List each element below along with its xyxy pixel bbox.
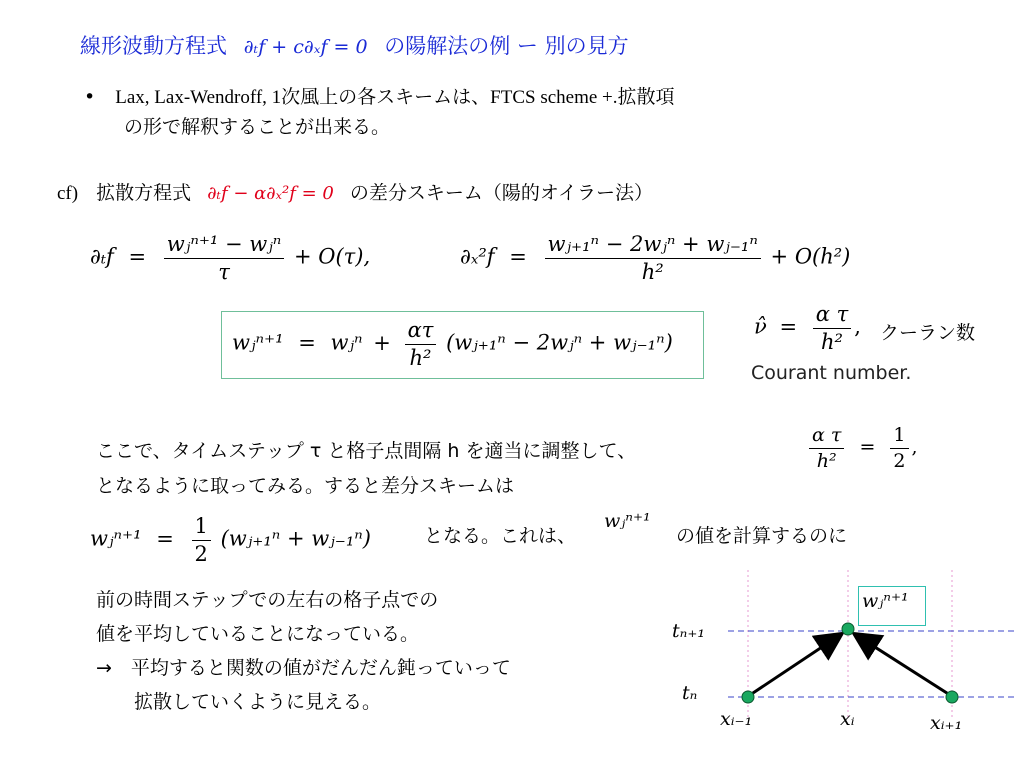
slide-title [80,30,629,60]
nu-numerator: α τ [813,302,851,329]
explanation-line: 値を平均していることになっている。 [96,623,420,645]
time-derivative-equation: ∂ₜf = $\frac{\text{wⱼⁿ⁺¹ − wⱼⁿ}}{\tau}$ + O(τ), [90,232,371,284]
nu-fraction [813,302,851,354]
eq1-numerator: wⱼⁿ⁺¹ − wⱼⁿ [164,232,285,259]
node-right [946,691,958,703]
node-left [742,691,754,703]
title-text: 線形波動方程式 [80,34,227,58]
cf-line [57,178,653,205]
boxed-numerator: ατ [405,318,437,345]
eq3-paren: (wⱼ₊₁ⁿ + wⱼ₋₁ⁿ) [220,526,371,551]
ratio-fraction [809,424,844,472]
eq3-w: wⱼⁿ⁺¹ [604,510,651,532]
ratio-comma: , [911,436,918,458]
explanation-line: 拡散していくように見える。 [96,691,382,713]
nu-symbol: ν̂ [754,314,767,339]
title-equation: ∂ₜf + c∂ₓf = 0 [243,36,368,58]
stencil-diagram [668,570,1018,760]
label-target-node: wⱼⁿ⁺¹ [862,590,909,612]
ratio-denominator: h² [816,450,837,472]
arrow-left [750,635,840,695]
half-numerator: 1 [890,424,908,449]
eq2-numerator: wⱼ₊₁ⁿ − 2wⱼⁿ + wⱼ₋₁ⁿ [545,232,761,259]
averaging-equation: wⱼⁿ⁺¹ = $\frac{1}{2}$ (wⱼ₊₁ⁿ + wⱼ₋₁ⁿ) [90,514,371,566]
bullet-jp2: 拡散項 [617,86,675,108]
label-t-upper: tₙ₊₁ [672,620,705,642]
eq2-rest: + O(h²) [770,244,851,269]
boxed-fraction [405,318,437,370]
ratio-condition: $\frac{\text{α τ}}{\text{h²}}$ = $\frac{1}{2}$ , [806,424,918,472]
eq1-rest: + O(τ), [294,244,371,269]
boxed-term1: wⱼⁿ [330,330,363,355]
boxed-paren: (wⱼ₊₁ⁿ − 2wⱼⁿ + wⱼ₋₁ⁿ) [446,330,673,355]
bullet-latin2: FTCS scheme +. [490,87,618,108]
paragraph-line1: ここで、タイムステップ τ と格子点間隔 h を適当に調整して、 [96,440,637,462]
bullet-jp: 次風上の各スキームは、 [281,86,491,108]
eq1-denominator: τ [218,260,230,284]
bullet-item [84,82,675,113]
eq1-fraction [164,232,285,284]
courant-jp-label: クーラン数 [880,322,976,344]
scheme-equation: wⱼⁿ⁺¹ = wⱼⁿ + $\frac{\alpha\tau}{\text{h²}}$ (wⱼ₊₁ⁿ − 2wⱼⁿ + wⱼ₋₁ⁿ) [232,318,673,370]
bullet-latin: Lax, Lax-Wendroff, 1 [115,87,282,108]
arrow-right [856,635,950,695]
cf-suffix: の差分スキーム（陽的オイラー法） [349,182,653,204]
bullet-line2: の形で解釈することが出来る。 [124,116,391,138]
half-denominator: 2 [893,450,906,472]
cf-prefix: cf) [57,183,79,204]
label-x-right: xᵢ₊₁ [930,712,963,734]
paragraph-line2: となるように取ってみる。すると差分スキームは [96,475,515,497]
explanation-line: 前の時間ステップでの左右の格子点での [96,589,439,611]
nu-denominator: h² [821,330,843,354]
eq3-denominator: 2 [194,542,208,566]
courant-en-label: Courant number. [751,362,912,384]
cf-label: 拡散方程式 [96,182,192,204]
node-top [842,623,854,635]
bullet-marker: • [84,86,96,108]
ratio-numerator: α τ [809,424,844,449]
cf-equation: ∂ₜf − α∂ₓ²f = 0 [207,183,334,204]
boxed-lhs: wⱼⁿ⁺¹ [232,330,284,355]
eq3-numerator: 1 [192,514,211,541]
label-t-lower: tₙ [682,682,698,704]
stencil-svg [668,570,1018,760]
eq2-fraction [545,232,761,284]
label-x-left: xᵢ₋₁ [720,708,753,730]
eq3-text2: の値を計算するのに [676,525,848,547]
label-x-mid: xᵢ [840,708,855,730]
courant-definition: ν̂ = $\frac{\text{α τ}}{\text{h²}}$ , [754,302,861,354]
eq3-text1: となる。これは、 [424,525,577,547]
eq1-lhs: ∂ₜf [90,244,114,269]
boxed-denominator: h² [409,346,432,370]
eq2-denominator: h² [641,260,664,284]
eq2-lhs: ∂ₓ²f [460,244,495,269]
half-fraction [890,424,908,472]
explanation-block [96,583,511,719]
explanation-line: → 平均すると関数の値がだんだん鈍っていって [96,657,511,679]
space-derivative-equation: ∂ₓ²f = $\frac{\text{wⱼ₊₁ⁿ − 2wⱼⁿ + wⱼ₋₁ⁿ}}{\text{h²}}$ + O(h²) [460,232,851,284]
title-subtext: の陽解法の例 ー 別の見方 [384,34,629,58]
eq3-lhs: wⱼⁿ⁺¹ [90,526,142,551]
nu-comma: , [854,314,861,339]
eq3-fraction [192,514,211,566]
